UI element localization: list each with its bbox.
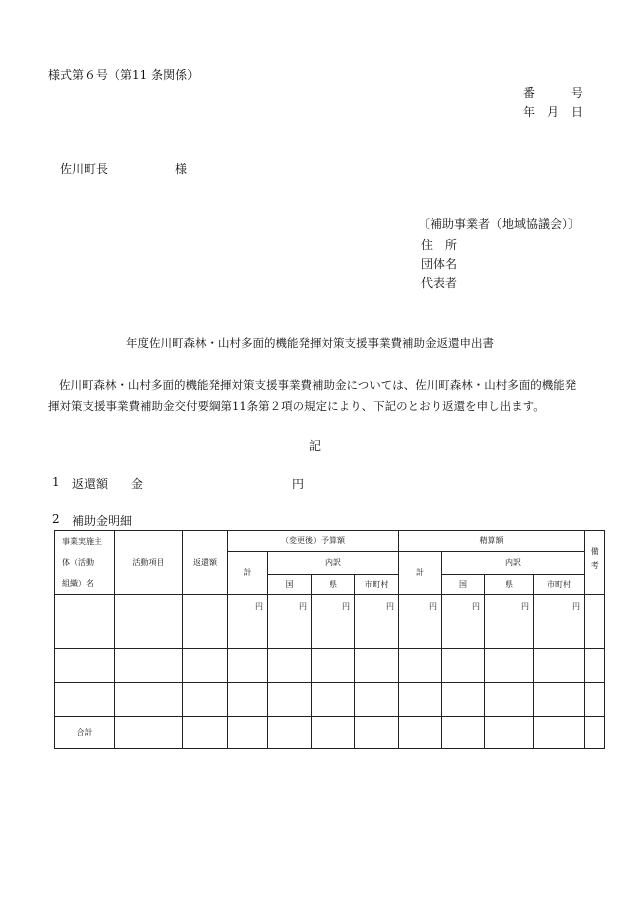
refund-header: 返還額 — [183, 531, 228, 595]
address-label: 住 所 — [421, 238, 458, 252]
yen-unit: 円 — [485, 595, 534, 649]
date-label: 年 月 日 — [523, 105, 584, 119]
ki-heading: 記 — [309, 439, 322, 453]
table-row — [55, 595, 605, 649]
addressee-honorific: 様 — [175, 162, 188, 176]
organization-label: 団体名 — [421, 257, 458, 271]
budget-total-header: 計 — [228, 552, 268, 595]
number-label: 番 号 — [523, 86, 584, 100]
budget-group-header: （変更後）予算額 — [228, 531, 399, 552]
table-cell — [585, 595, 605, 649]
budget-national-header: 国 — [268, 575, 312, 595]
settlement-municipal-header: 市町村 — [534, 575, 585, 595]
addressee-name: 佐川町長 — [60, 162, 109, 176]
detail-table — [54, 530, 605, 749]
yen-unit: 円 — [268, 595, 312, 649]
budget-municipal-header: 市町村 — [355, 575, 399, 595]
budget-breakdown-header: 内訳 — [268, 552, 399, 575]
document-title: 年度佐川町森林・山村多面的機能発揮対策支援事業費補助金返還申出書 — [126, 336, 494, 350]
settlement-total-header: 計 — [399, 552, 442, 595]
yen-unit: 円 — [355, 595, 399, 649]
table-row — [55, 649, 605, 683]
table-cell — [55, 595, 115, 649]
yen-unit: 円 — [399, 595, 442, 649]
item2-number: 2 — [52, 512, 60, 526]
item1-label: 返還額 — [72, 477, 109, 491]
settlement-national-header: 国 — [442, 575, 485, 595]
yen-unit: 円 — [228, 595, 268, 649]
item1-prefix: 金 — [131, 477, 144, 491]
yen-unit: 円 — [312, 595, 355, 649]
yen-unit: 円 — [534, 595, 585, 649]
body-line-2: 揮対策支援事業費補助金交付要綱第11条第２項の規定により、下記のとおり返還を申し出ます。 — [48, 399, 545, 413]
settlement-group-header: 精算額 — [399, 531, 585, 552]
item1-number: 1 — [52, 475, 60, 489]
implementer-header: 事業実施主 体（活動 組織）名 — [55, 531, 115, 595]
remarks-header: 備考 — [585, 531, 605, 595]
applicant-heading: 〔補助事業者（地域協議会）〕 — [418, 217, 581, 231]
budget-prefecture-header: 県 — [312, 575, 355, 595]
total-row — [55, 717, 605, 749]
body-line-1: 佐川町森林・山村多面的機能発揮対策支援事業費補助金については、佐川町森林・山村多面的機能発 — [59, 378, 577, 392]
item1-unit: 円 — [292, 477, 305, 491]
total-row-label: 合計 — [55, 717, 115, 749]
table-cell — [183, 595, 228, 649]
table-row — [55, 683, 605, 717]
representative-label: 代表者 — [421, 276, 458, 290]
item2-label: 補助金明細 — [72, 514, 133, 528]
activity-header: 活動項目 — [115, 531, 183, 595]
yen-unit: 円 — [442, 595, 485, 649]
form-number: 様式第６号（第11 条関係） — [48, 68, 200, 82]
settlement-prefecture-header: 県 — [485, 575, 534, 595]
settlement-breakdown-header: 内訳 — [442, 552, 585, 575]
table-cell — [115, 595, 183, 649]
